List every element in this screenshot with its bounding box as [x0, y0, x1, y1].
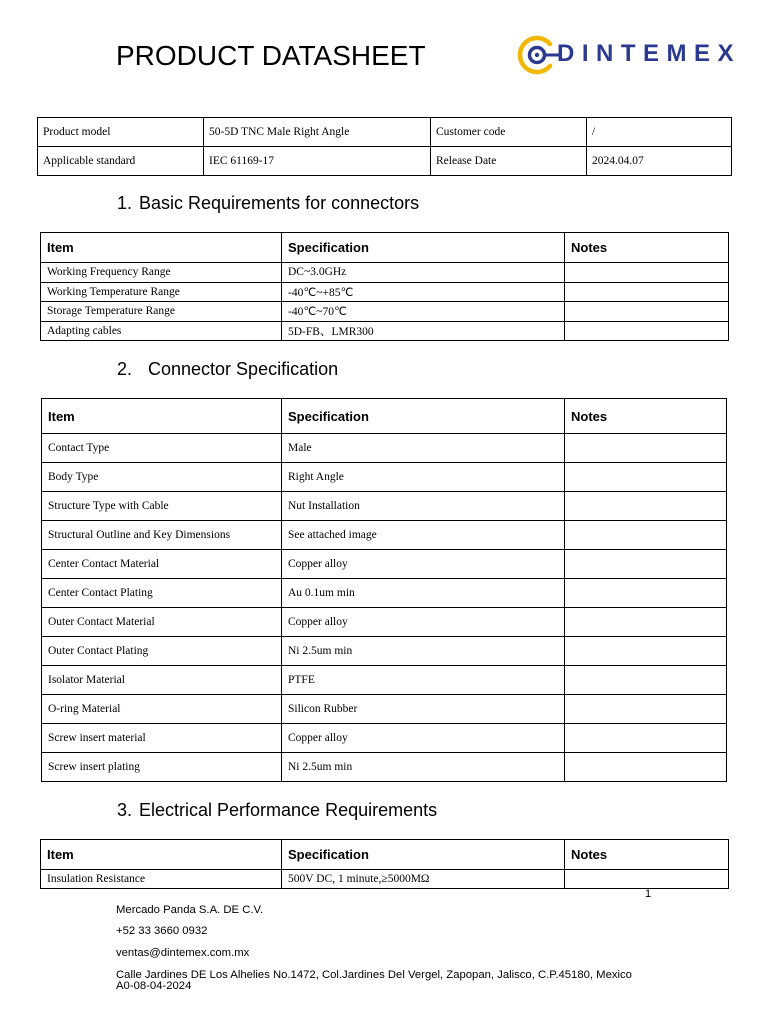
table-head: [42, 399, 727, 434]
cell-specification: 5D-FB、LMR300: [282, 321, 565, 341]
table-row: [42, 695, 727, 724]
cell-item: Center Contact Plating: [42, 579, 282, 608]
table-row: [42, 579, 727, 608]
section-heading: [117, 358, 537, 380]
table-body: [41, 870, 729, 889]
cell-item: O-ring Material: [42, 695, 282, 724]
cell-specification: -40℃~+85℃: [282, 282, 565, 302]
cell-notes: [565, 695, 727, 724]
company-logo: [517, 35, 745, 75]
table-body: [38, 118, 732, 176]
cell-notes: [565, 550, 727, 579]
column-header-notes: Notes: [565, 399, 727, 434]
cell-specification: Right Angle: [282, 463, 565, 492]
table-row: [42, 666, 727, 695]
cell-notes: [565, 463, 727, 492]
table-header-row: [41, 840, 729, 870]
cell-specification: PTFE: [282, 666, 565, 695]
cell-specification: Au 0.1um min: [282, 579, 565, 608]
product-info-table: [37, 117, 732, 176]
info-label-customer-code: Customer code: [431, 118, 587, 147]
cell-item: Center Contact Material: [42, 550, 282, 579]
cell-item: Screw insert plating: [42, 753, 282, 782]
column-header-specification: Specification: [282, 233, 565, 263]
table-row: [42, 753, 727, 782]
info-label-product-model: Product model: [38, 118, 204, 147]
cell-notes: [565, 608, 727, 637]
table-header-row: [42, 399, 727, 434]
table-row: [42, 463, 727, 492]
table-row: [41, 870, 729, 889]
column-header-item: Item: [42, 399, 282, 434]
column-header-notes: Notes: [565, 233, 729, 263]
cell-notes: [565, 579, 727, 608]
cell-notes: [565, 434, 727, 463]
section-number: 3.: [117, 800, 133, 820]
cell-item: Contact Type: [42, 434, 282, 463]
table-row: [41, 263, 729, 283]
column-header-item: Item: [41, 233, 282, 263]
logo-wordmark: DINTEMEX: [557, 40, 742, 67]
footer-address: Calle Jardines DE Los Alhelies No.1472, Col.Jardines Del Vergel, Zapopan, Jalisco, C.P.45180, Mexico: [116, 969, 632, 981]
cell-specification: Male: [282, 434, 565, 463]
cell-specification: Copper alloy: [282, 724, 565, 753]
table-head: [41, 840, 729, 870]
info-value-release-date: 2024.04.07: [587, 147, 732, 176]
column-header-item: Item: [41, 840, 282, 870]
table-row: [38, 147, 732, 176]
section-number: 2.: [117, 359, 133, 379]
cell-item: Storage Temperature Range: [41, 302, 282, 322]
table-row: [42, 724, 727, 753]
info-value-product-model: 50-5D TNC Male Right Angle: [204, 118, 431, 147]
table-row: [42, 492, 727, 521]
cell-notes: [565, 263, 729, 283]
table-head: [41, 233, 729, 263]
table-body: [42, 434, 727, 782]
cell-item: Screw insert material: [42, 724, 282, 753]
cell-notes: [565, 637, 727, 666]
logo-center-dot-shape: [535, 53, 539, 57]
cell-specification: DC~3.0GHz: [282, 263, 565, 283]
table-row: [42, 550, 727, 579]
cell-item: Body Type: [42, 463, 282, 492]
section-heading: [117, 192, 537, 214]
cell-notes: [565, 492, 727, 521]
cell-specification: 500V DC, 1 minute,≥5000MΩ: [282, 870, 565, 889]
info-value-applicable-standard: IEC 61169-17: [204, 147, 431, 176]
table-row: [42, 521, 727, 550]
table-row: [41, 282, 729, 302]
cell-item: Insulation Resistance: [41, 870, 282, 889]
cell-specification: Copper alloy: [282, 608, 565, 637]
cell-item: Isolator Material: [42, 666, 282, 695]
table-row: [41, 321, 729, 341]
section-number: 1.: [117, 193, 133, 213]
cell-notes: [565, 870, 729, 889]
cell-item: Structure Type with Cable: [42, 492, 282, 521]
cell-item: Adapting cables: [41, 321, 282, 341]
page-number: 1: [645, 888, 652, 900]
cell-specification: Silicon Rubber: [282, 695, 565, 724]
column-header-specification: Specification: [282, 399, 565, 434]
footer-phone: +52 33 3660 0932: [116, 925, 208, 937]
column-header-specification: Specification: [282, 840, 565, 870]
cell-specification: -40℃~70℃: [282, 302, 565, 322]
cell-notes: [565, 724, 727, 753]
table-row: [42, 637, 727, 666]
column-header-notes: Notes: [565, 840, 729, 870]
cell-notes: [565, 282, 729, 302]
cell-item: Outer Contact Plating: [42, 637, 282, 666]
cell-item: Outer Contact Material: [42, 608, 282, 637]
cell-notes: [565, 302, 729, 322]
cell-item: Structural Outline and Key Dimensions: [42, 521, 282, 550]
section-title: Connector Specification: [148, 359, 339, 379]
cell-specification: Ni 2.5um min: [282, 637, 565, 666]
document-title: PRODUCT DATASHEET: [116, 40, 426, 71]
cell-item: Working Frequency Range: [41, 263, 282, 283]
section-heading: [117, 799, 537, 821]
cell-specification: Copper alloy: [282, 550, 565, 579]
footer-company: Mercado Panda S.A. DE C.V.: [116, 904, 264, 916]
logo-emblem-icon: [517, 35, 559, 75]
info-value-customer-code: /: [587, 118, 732, 147]
table-body: [41, 263, 729, 341]
info-label-applicable-standard: Applicable standard: [38, 147, 204, 176]
table-row: [38, 118, 732, 147]
cell-specification: Ni 2.5um min: [282, 753, 565, 782]
footer-email: ventas@dintemex.com.mx: [116, 947, 250, 959]
cell-specification: See attached image: [282, 521, 565, 550]
connector-specification-table: [41, 398, 727, 782]
cell-notes: [565, 666, 727, 695]
table-row: [42, 434, 727, 463]
section-title: Basic Requirements for connectors: [139, 193, 420, 213]
cell-notes: [565, 521, 727, 550]
table-row: [41, 302, 729, 322]
cell-notes: [565, 321, 729, 341]
table-row: [42, 608, 727, 637]
cell-specification: Nut Installation: [282, 492, 565, 521]
electrical-performance-table: [40, 839, 729, 889]
table-header-row: [41, 233, 729, 263]
info-label-release-date: Release Date: [431, 147, 587, 176]
basic-requirements-table: [40, 232, 729, 341]
cell-notes: [565, 753, 727, 782]
section-title: Electrical Performance Requirements: [139, 800, 438, 820]
page-footer: [116, 900, 676, 996]
cell-item: Working Temperature Range: [41, 282, 282, 302]
footer-document-code: A0-08-04-2024: [116, 980, 192, 992]
